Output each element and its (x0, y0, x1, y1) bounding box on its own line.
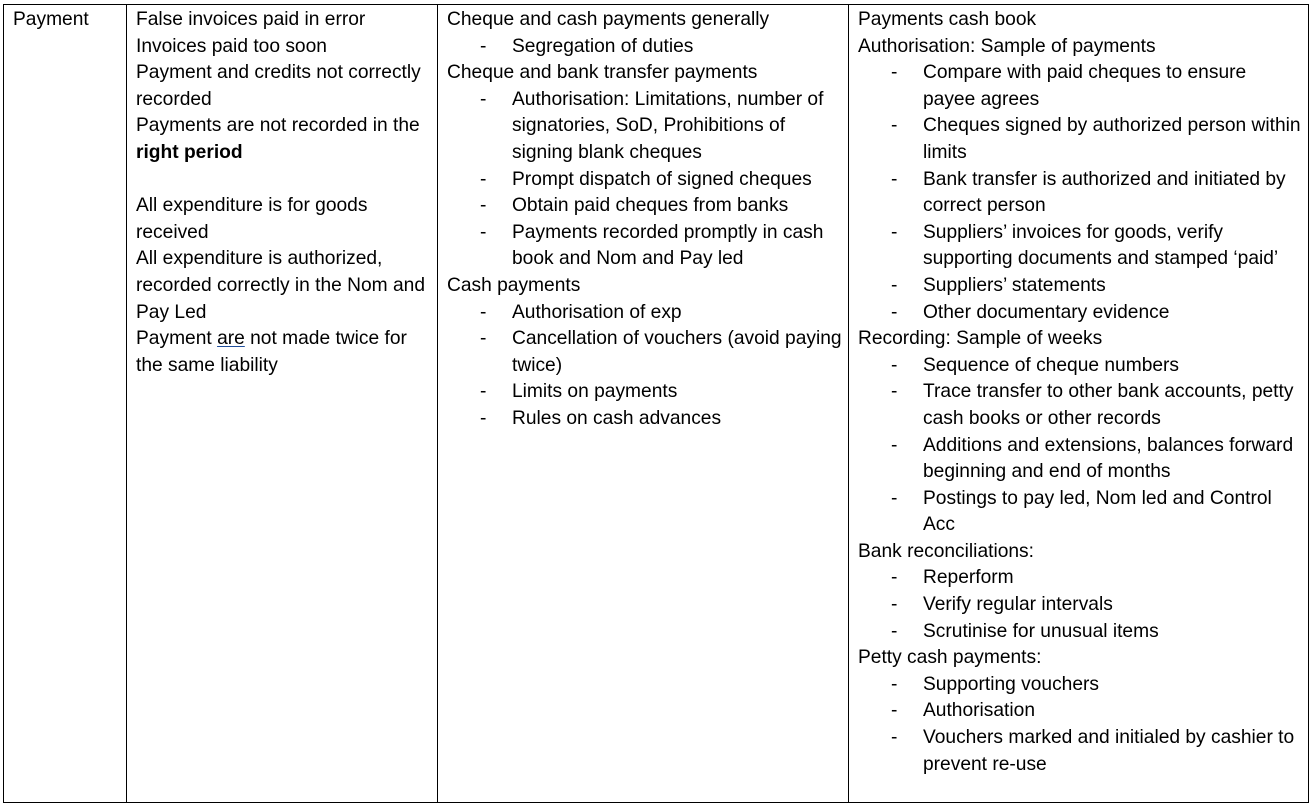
list-item-text: Limits on payments (512, 381, 678, 403)
dash-bullet: - (891, 567, 898, 589)
objective-line-twice (136, 326, 431, 379)
dash-bullet: - (480, 221, 487, 243)
list-item-text: Rules on cash advances (512, 407, 722, 429)
list-item (858, 433, 1302, 486)
dash-bullet: - (891, 434, 898, 456)
list-item-text: Postings to pay led, Nom led and Control Acc (923, 487, 1272, 536)
list-item-text: Reperform (923, 567, 1014, 589)
tests-heading: Bank reconciliations: (858, 540, 1034, 562)
controls-heading: Cheque and cash payments generally (447, 9, 770, 30)
list-item-text: Trace transfer to other bank accounts, petty cash books or other records (923, 381, 1294, 429)
dash-bullet: - (480, 88, 487, 110)
list-item-text: Authorisation: Limitations, number of signatories, SoD, Prohibitions of signing blank cheques (512, 88, 824, 163)
tests-heading: Recording: Sample of weeks (858, 328, 1103, 350)
dash-bullet: - (480, 301, 487, 323)
list-item (858, 672, 1302, 699)
list-item-text: Suppliers’ invoices for goods, verify supporting documents and stamped ‘paid’ (923, 221, 1279, 270)
dash-bullet: - (891, 301, 898, 323)
list-item (447, 34, 842, 61)
risk-period-bold: right period (136, 141, 243, 163)
list-item-text: Cancellation of vouchers (avoid paying twice) (512, 328, 842, 376)
controls-list (447, 34, 842, 61)
dash-bullet: - (480, 407, 487, 429)
tests-heading: Petty cash payments: (858, 647, 1042, 669)
dash-bullet: - (891, 381, 898, 403)
risk-line: Payment and credits not correctly recorded (136, 62, 421, 110)
list-item (447, 300, 842, 327)
controls-cell (438, 4, 849, 802)
list-item (447, 220, 842, 273)
list-item-text: Bank transfer is authorized and initiated by correct person (923, 168, 1286, 217)
list-item (858, 60, 1302, 113)
controls-heading: Cash payments (447, 274, 581, 296)
tests-list (858, 672, 1302, 778)
dash-bullet: - (480, 168, 487, 190)
dash-bullet: - (891, 594, 898, 616)
list-item-text: Sequence of cheque numbers (923, 354, 1180, 376)
list-item (858, 619, 1302, 646)
dash-bullet: - (480, 195, 487, 217)
objective-line: All expenditure is authorized, recorded correctly in the Nom and Pay Led (136, 248, 426, 323)
list-item-text: Vouchers marked and initialed by cashier to prevent re-use (923, 727, 1295, 775)
list-item (447, 87, 842, 167)
list-item (447, 326, 842, 379)
list-item (858, 379, 1302, 432)
list-item-text: Prompt dispatch of signed cheques (512, 168, 812, 190)
list-item (858, 725, 1302, 778)
risk-line-period (136, 113, 431, 166)
risks-cell (127, 4, 438, 802)
dash-bullet: - (891, 115, 898, 137)
list-item (447, 167, 842, 194)
list-item (858, 353, 1302, 380)
dash-bullet: - (480, 35, 487, 57)
dash-bullet: - (891, 168, 898, 190)
objective-line: All expenditure is for goods received (136, 195, 368, 243)
list-item-text: Obtain paid cheques from banks (512, 195, 789, 217)
dash-bullet: - (891, 354, 898, 376)
twice-underlined: are (217, 328, 245, 350)
list-item (447, 193, 842, 220)
list-item-text: Verify regular intervals (923, 594, 1113, 616)
twice-before: Payment (136, 328, 218, 350)
tests-list (858, 60, 1302, 326)
controls-heading: Cheque and bank transfer payments (447, 62, 758, 84)
list-item (858, 486, 1302, 539)
dash-bullet: - (891, 700, 898, 722)
risk-line: False invoices paid in error (136, 9, 366, 30)
tests-cell (849, 4, 1308, 802)
dash-bullet: - (480, 328, 487, 350)
dash-bullet: - (891, 62, 898, 84)
dash-bullet: - (891, 727, 898, 749)
list-item (858, 273, 1302, 300)
list-item (447, 406, 842, 433)
controls-list (447, 87, 842, 273)
list-item-text: Payments recorded promptly in cash book and Nom and Pay led (512, 221, 824, 270)
category-label: Payment (13, 9, 89, 30)
dash-bullet: - (891, 620, 898, 642)
risk-period-prefix: Payments are not recorded in the (136, 115, 420, 137)
list-item (858, 220, 1302, 273)
list-item (447, 379, 842, 406)
payment-controls-table-row (3, 4, 1309, 803)
tests-title: Payments cash book (858, 9, 1037, 30)
controls-list (447, 300, 842, 433)
dash-bullet: - (891, 487, 898, 509)
list-item-text: Supporting vouchers (923, 673, 1099, 695)
list-item (858, 565, 1302, 592)
list-item (858, 698, 1302, 725)
dash-bullet: - (480, 381, 487, 403)
list-item-text: Other documentary evidence (923, 301, 1170, 323)
list-item-text: Suppliers’ statements (923, 274, 1106, 296)
category-cell (4, 4, 127, 802)
list-item (858, 167, 1302, 220)
list-item-text: Cheques signed by authorized person within limits (923, 115, 1301, 163)
dash-bullet: - (891, 673, 898, 695)
tests-list (858, 353, 1302, 539)
list-item-text: Scrutinise for unusual items (923, 620, 1159, 642)
list-item-text: Segregation of duties (512, 35, 694, 57)
tests-heading: Authorisation: Sample of payments (858, 35, 1156, 57)
dash-bullet: - (891, 221, 898, 243)
list-item-text: Compare with paid cheques to ensure payee agrees (923, 62, 1247, 110)
list-item (858, 592, 1302, 619)
list-item-text: Authorisation of exp (512, 301, 682, 323)
paragraph-gap (136, 167, 431, 194)
list-item (858, 300, 1302, 327)
dash-bullet: - (891, 274, 898, 296)
risk-line: Invoices paid too soon (136, 35, 327, 57)
list-item-text: Additions and extensions, balances forward beginning and end of months (923, 434, 1294, 483)
twice-after: not made twice for the same liability (136, 328, 407, 376)
list-item (858, 113, 1302, 166)
list-item-text: Authorisation (923, 700, 1035, 722)
tests-list (858, 565, 1302, 645)
